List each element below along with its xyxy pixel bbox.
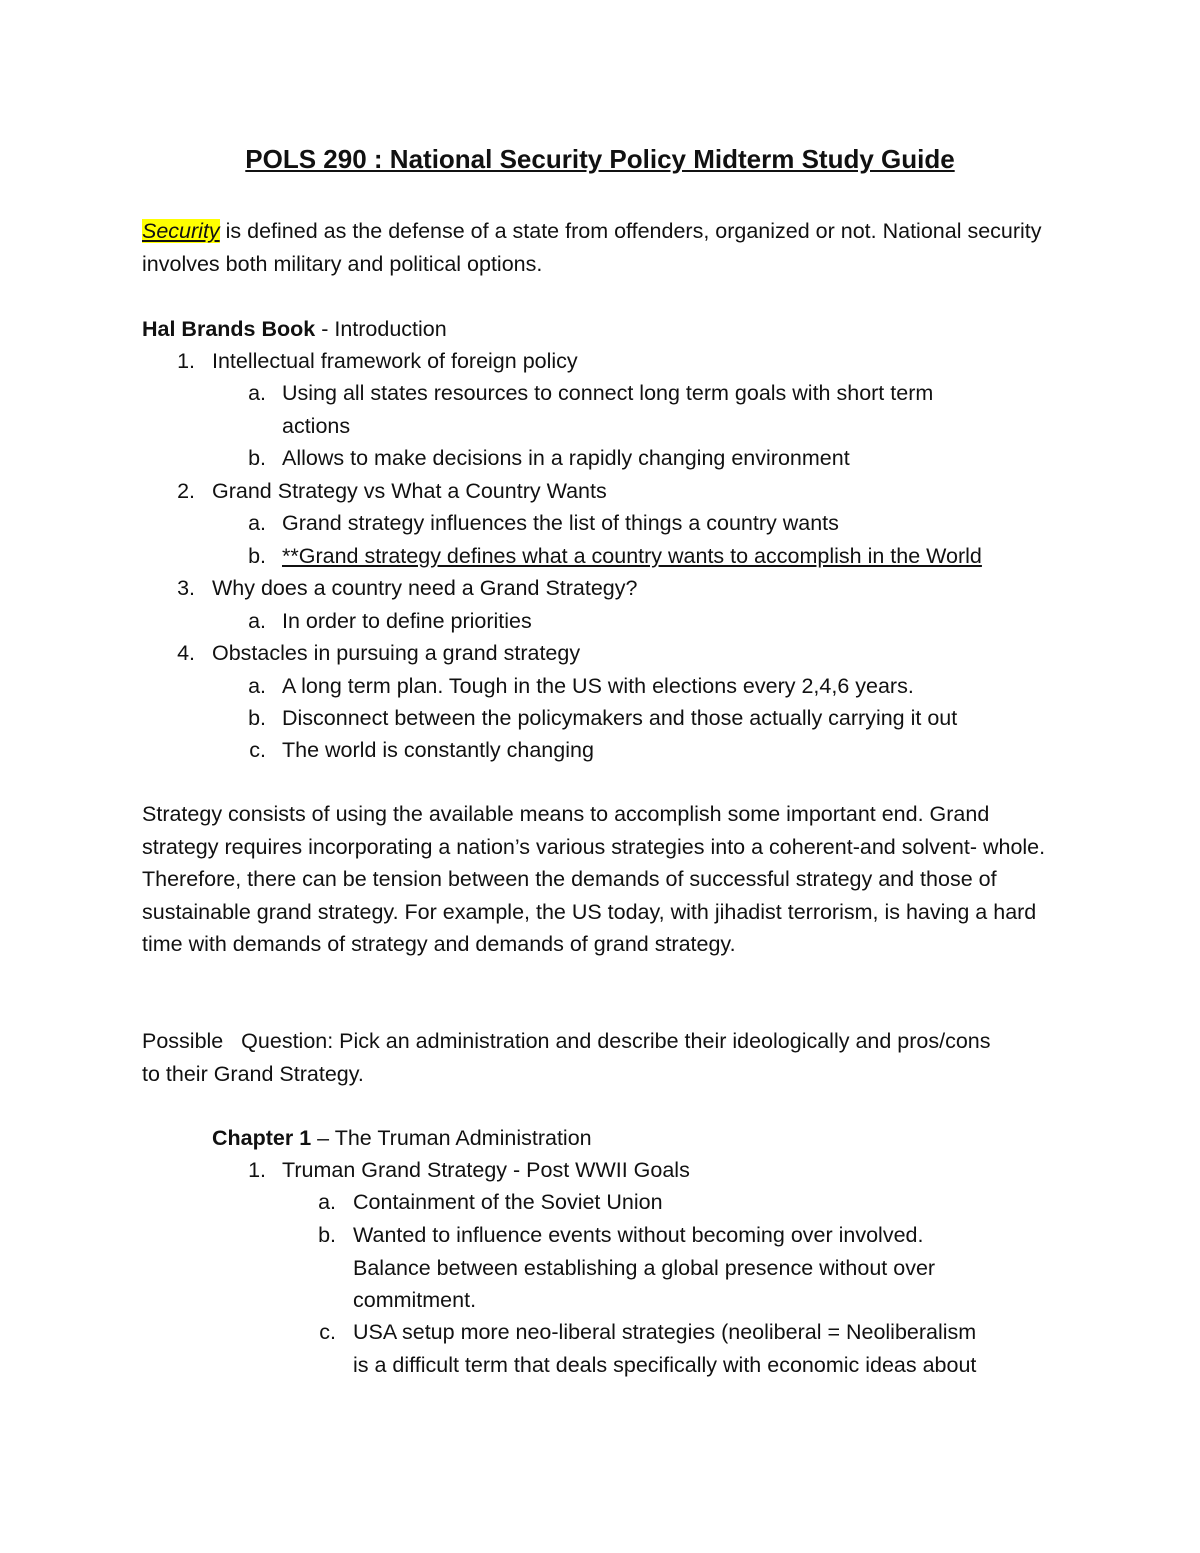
list-item-text: Disconnect between the policymakers and those actually carrying it out bbox=[282, 706, 958, 730]
list-marker: a. bbox=[248, 381, 266, 405]
list-item-text: is a difficult term that deals specifically with economic ideas about bbox=[353, 1352, 977, 1377]
list-marker: a. bbox=[248, 511, 266, 535]
chapter-heading-bold: Chapter 1 bbox=[212, 1126, 312, 1150]
list-marker: b. bbox=[248, 544, 266, 568]
list-item-text: Grand Strategy vs What a Country Wants bbox=[212, 479, 607, 503]
list-item-text: Wanted to influence events without becoming over involved. bbox=[353, 1223, 924, 1247]
list-item-text: Grand strategy influences the list of things a country wants bbox=[282, 511, 839, 535]
list-item-text: Why does a country need a Grand Strategy? bbox=[212, 576, 638, 600]
list-marker: b. bbox=[248, 446, 266, 470]
chapter-heading bbox=[212, 1122, 592, 1155]
list-marker: 2. bbox=[177, 479, 195, 503]
list-marker: a. bbox=[318, 1190, 336, 1214]
list-marker: c. bbox=[319, 1320, 336, 1344]
list-marker: b. bbox=[248, 706, 266, 730]
strategy-paragraph: Strategy consists of using the available means to accomplish some important end. Grand strategy requires incorporating a nation’s various strategies into a coherent-and solvent- whole. Therefore, there can be tension between the demands of successful strategy and those of sustainable grand strategy. For example, the US today, with jihadist terrorism, is having a hard time with demands of strategy and demands of grand strategy. bbox=[142, 802, 1046, 956]
list-item-text: Containment of the Soviet Union bbox=[353, 1190, 663, 1214]
list-item-text: Obstacles in pursuing a grand strategy bbox=[212, 641, 581, 665]
list-item-text: actions bbox=[282, 413, 351, 438]
list-item-text-underlined: **Grand strategy defines what a country wants to accomplish in the World bbox=[282, 544, 982, 568]
section-heading-hal-brands bbox=[142, 313, 447, 346]
chapter-heading-rest: – The Truman Administration bbox=[311, 1126, 592, 1150]
list-item-text: Truman Grand Strategy - Post WWII Goals bbox=[282, 1158, 690, 1182]
list-item-text: A long term plan. Tough in the US with elections every 2,4,6 years. bbox=[282, 674, 914, 698]
question-paragraph: Possible Question: Pick an administration and describe their ideologically and pros/cons to their Grand Strategy. bbox=[142, 1029, 997, 1086]
list-item-text: The world is constantly changing bbox=[282, 738, 594, 762]
list-item-text: Balance between establishing a global presence without over bbox=[353, 1255, 936, 1280]
section-heading-rest: - Introduction bbox=[315, 317, 447, 341]
section-heading-bold: Hal Brands Book bbox=[142, 317, 316, 341]
page-title: POLS 290 : National Security Policy Midterm Study Guide bbox=[245, 144, 955, 174]
list-marker: 4. bbox=[177, 641, 195, 665]
list-item-text: Allows to make decisions in a rapidly changing environment bbox=[282, 446, 850, 470]
list-marker: 1. bbox=[177, 349, 195, 373]
highlighted-term: Security bbox=[142, 219, 220, 243]
list-marker: c. bbox=[249, 738, 266, 762]
list-marker: b. bbox=[318, 1223, 336, 1247]
list-item-text: Using all states resources to connect long term goals with short term bbox=[282, 381, 934, 405]
list-item-text: Intellectual framework of foreign policy bbox=[212, 349, 578, 373]
list-item-text: commitment. bbox=[353, 1288, 477, 1312]
list-marker: a. bbox=[248, 674, 266, 698]
list-item-text: USA setup more neo-liberal strategies (neoliberal = Neoliberalism bbox=[353, 1320, 977, 1344]
intro-paragraph bbox=[142, 215, 1072, 280]
list-marker: a. bbox=[248, 609, 266, 633]
list-marker: 1. bbox=[248, 1158, 266, 1182]
list-item-text: In order to define priorities bbox=[282, 609, 532, 633]
intro-text: is defined as the defense of a state from offenders, organized or not. National security involves both military and political options. bbox=[142, 219, 1042, 276]
list-marker: 3. bbox=[177, 576, 195, 600]
